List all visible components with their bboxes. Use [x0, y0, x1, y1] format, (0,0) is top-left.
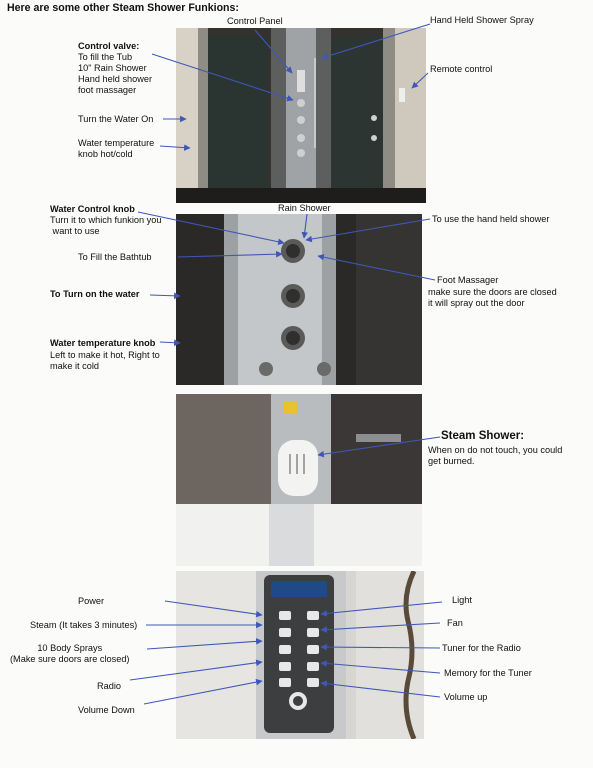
label-tuner: Tuner for the Radio: [442, 643, 521, 653]
label-power: Power: [78, 596, 105, 606]
label-steam: Steam (It takes 3 minutes): [30, 620, 138, 630]
label-water-control-title: Water Control knob: [50, 204, 135, 214]
label-steam-title: Steam Shower:: [441, 430, 525, 442]
label-steam-desc: When on do not touch, you could get burned.: [428, 445, 563, 466]
label-fan: Fan: [447, 618, 463, 628]
label-control-panel: Control Panel: [227, 16, 283, 26]
label-water-temp: Water temperature knob hot/cold: [78, 138, 155, 159]
label-volume-down: Volume Down: [78, 705, 135, 715]
label-control-valve-title: Control valve:: [78, 41, 140, 51]
label-turn-water-on: Turn the Water On: [78, 114, 154, 124]
page-heading: Here are some other Steam Shower Funkions:: [7, 2, 239, 14]
label-light: Light: [452, 595, 472, 605]
label-control-valve-lines: To fill the Tub 10" Rain Shower Hand held shower foot massager: [78, 52, 153, 95]
label-hand-held-use: To use the hand held shower: [432, 214, 550, 224]
label-fill-bathtub: To Fill the Bathtub: [78, 252, 152, 262]
label-body-sprays: 10 Body Sprays (Make sure doors are closed): [10, 643, 130, 664]
label-memory: Memory for the Tuner: [444, 668, 532, 678]
label-water-temp-knob-desc: Left to make it hot, Right to make it cold: [50, 350, 160, 371]
label-hand-held-spray: Hand Held Shower Spray: [430, 15, 534, 25]
label-volume-up: Volume up: [444, 692, 488, 702]
label-foot-massager-desc: make sure the doors are closed it will spray out the door: [428, 287, 557, 308]
label-rain-shower: Rain Shower: [278, 203, 331, 213]
label-remote-control: Remote control: [430, 64, 493, 74]
label-water-control-desc: Turn it to which funkion you want to use: [50, 215, 162, 236]
label-foot-massager-title: Foot Massager: [437, 275, 499, 285]
label-turn-on-water: To Turn on the water: [50, 289, 140, 299]
label-radio: Radio: [97, 681, 122, 691]
label-water-temp-knob-title: Water temperature knob: [50, 338, 156, 348]
